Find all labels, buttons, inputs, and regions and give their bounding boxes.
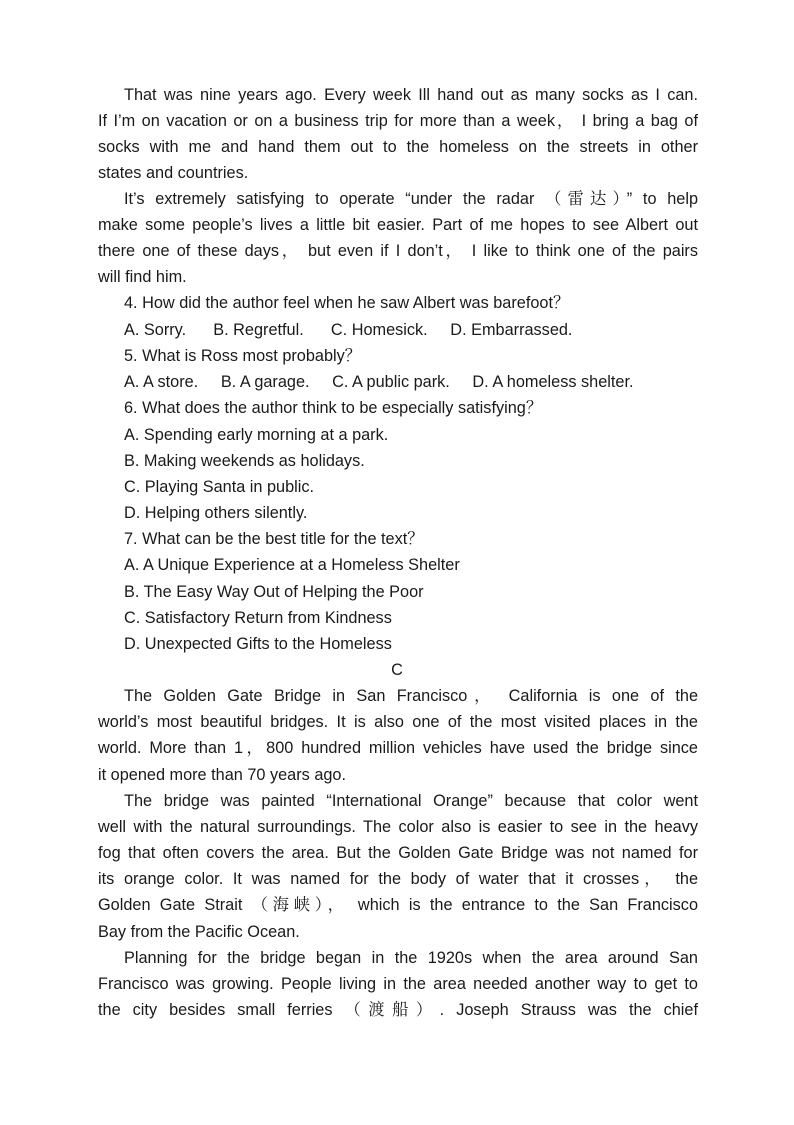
question-7-option-d: D. Unexpected Gifts to the Homeless (124, 635, 392, 653)
question-7-option-b: B. The Easy Way Out of Helping the Poor (124, 583, 424, 601)
passage-b-p1-line-2: If I’m on vacation or on a business trip for more than a week， I bring a bag of (98, 112, 698, 130)
passage-c-heading: C (391, 661, 403, 679)
passage-c-p1-line-4: it opened more than 70 years ago. (98, 766, 347, 784)
question-5-stem: 5. What is Ross most probably？ (124, 347, 362, 365)
question-6-stem: 6. What does the author think to be especially satisfying？ (124, 399, 543, 417)
passage-b-p2-line-4: will find him. (98, 268, 187, 286)
passage-b-p2-line-2: make some people’s lives a little bit easier. Part of me hopes to see Albert out (98, 216, 698, 234)
passage-c-p3-line-3: the city besides small ferries （渡船）. Joseph Strauss was the chief (98, 1001, 698, 1019)
question-7-stem: 7. What can be the best title for the text？ (124, 530, 424, 548)
passage-c-p2-line-2: well with the natural surroundings. The color also is easier to see in the heavy (98, 818, 698, 836)
question-6-option-d: D. Helping others silently. (124, 504, 308, 522)
passage-b-p2-line-3: there one of these days， but even if I don’t， I like to think one of the pairs (98, 242, 698, 260)
passage-b-p2-line-1: It’s extremely satisfying to operate “under the radar （雷达）” to help (124, 190, 698, 208)
question-5-options: A. A store. B. A garage. C. A public park. D. A homeless shelter. (124, 373, 634, 391)
passage-c-p2-line-1: The bridge was painted “International Orange” because that color went (124, 792, 698, 810)
passage-c-p1-line-1: The Golden Gate Bridge in San Francisco， California is one of the (124, 687, 698, 705)
question-4-stem: 4. How did the author feel when he saw Albert was barefoot？ (124, 294, 570, 312)
passage-c-p1-line-2: world’s most beautiful bridges. It is also one of the most visited places in the (98, 713, 698, 731)
passage-b-p1-line-1: That was nine years ago. Every week Ill hand out as many socks as I can. (124, 86, 698, 104)
question-7-option-a: A. A Unique Experience at a Homeless Shelter (124, 556, 460, 574)
passage-b-p1-line-3: socks with me and hand them out to the homeless on the streets in other (98, 138, 698, 156)
passage-c-p3-line-1: Planning for the bridge began in the 1920s when the area around San (124, 949, 698, 967)
passage-b-p1-line-4: states and countries. (98, 164, 249, 182)
question-6-option-a: A. Spending early morning at a park. (124, 426, 389, 444)
question-6-option-c: C. Playing Santa in public. (124, 478, 315, 496)
question-7-option-c: C. Satisfactory Return from Kindness (124, 609, 392, 627)
question-6-option-b: B. Making weekends as holidays. (124, 452, 365, 470)
passage-c-p3-line-2: Francisco was growing. People living in the area needed another way to get to (98, 975, 698, 993)
passage-c-p2-line-5: Golden Gate Strait （海峡）， which is the entrance to the San Francisco (98, 896, 698, 914)
question-4-options: A. Sorry. B. Regretful. C. Homesick. D. Embarrassed. (124, 321, 573, 339)
passage-c-p2-line-6: Bay from the Pacific Ocean. (98, 923, 300, 941)
passage-c-p2-line-4: its orange color. It was named for the body of water that it crosses， the (98, 870, 698, 888)
passage-c-p1-line-3: world. More than 1，800 hundred million vehicles have used the bridge since (98, 739, 698, 757)
passage-c-p2-line-3: fog that often covers the area. But the Golden Gate Bridge was not named for (98, 844, 698, 862)
